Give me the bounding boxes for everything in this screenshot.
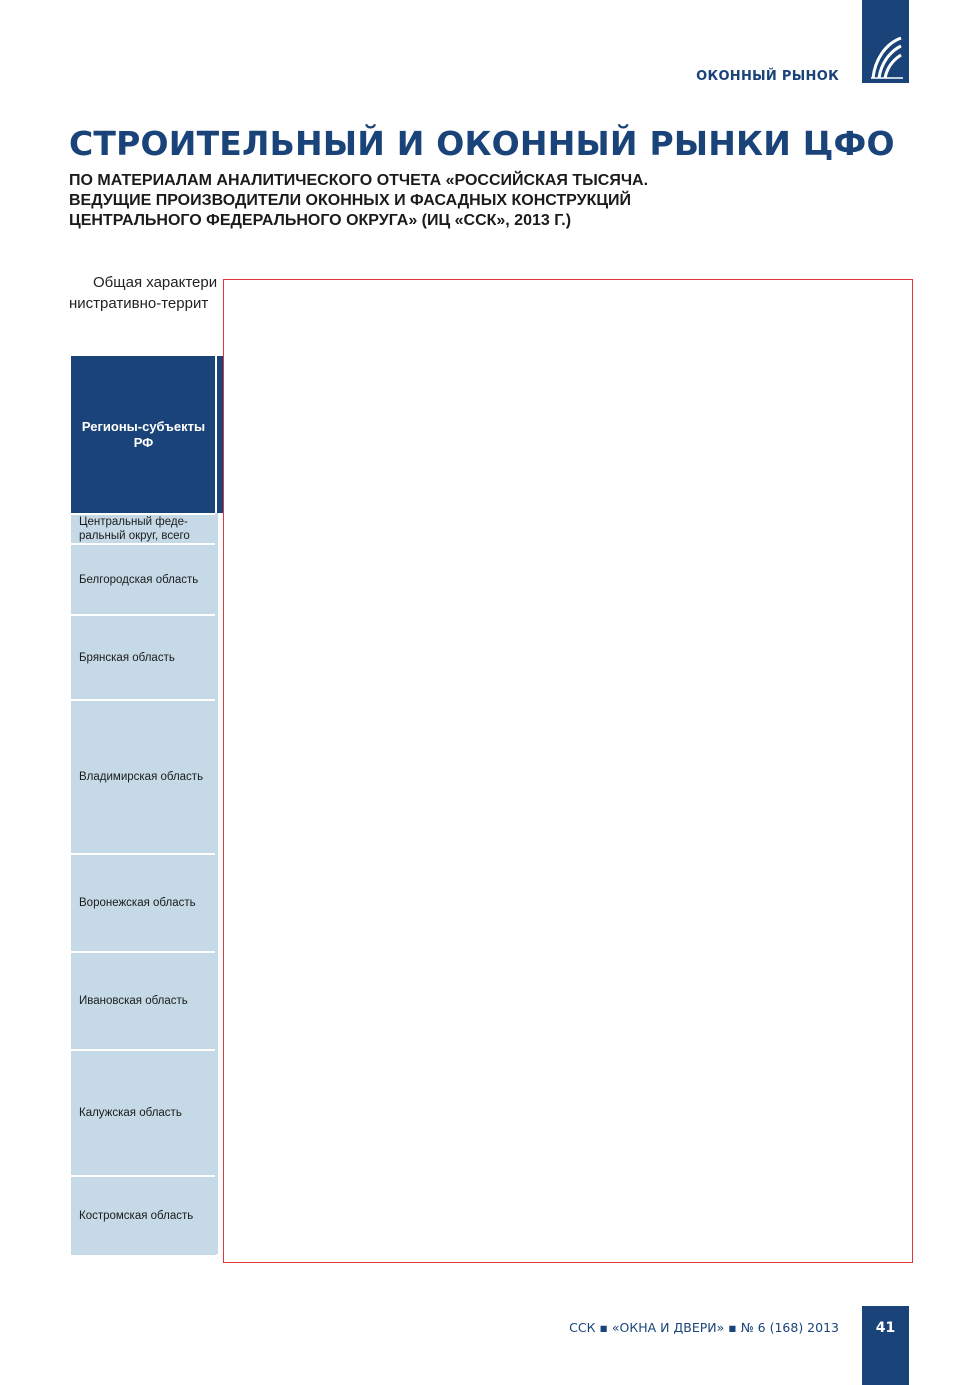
subtitle-line: ВЕДУЩИЕ ПРОИЗВОДИТЕЛИ ОКОННЫХ И ФАСАДНЫХ КОНСТРУКЦИЙ bbox=[69, 192, 632, 209]
table-header-label: Регионы-субъекты РФ bbox=[81, 418, 206, 450]
table-row-label: Воронежская область bbox=[79, 897, 196, 909]
intro-line: Общая характери bbox=[93, 274, 218, 291]
article-subtitle bbox=[69, 171, 769, 231]
regions-table bbox=[71, 356, 216, 1255]
table-row-label: Владимирская область bbox=[79, 771, 204, 783]
table-row-kaluga bbox=[71, 1049, 216, 1175]
table-row-vladimir bbox=[71, 699, 216, 853]
subtitle-line: ЦЕНТРАЛЬНОГО ФЕДЕРАЛЬНОГО ОКРУГА» (ИЦ «ССК», 2013 Г.) bbox=[69, 212, 572, 229]
table-row-label: Белгородская область bbox=[79, 573, 199, 586]
article-title: СТРОИТЕЛЬНЫЙ И ОКОННЫЙ РЫНКИ ЦФО bbox=[69, 124, 895, 163]
table-row-kostroma bbox=[71, 1175, 216, 1255]
table-header-regions bbox=[71, 356, 216, 513]
table-row-belgorod bbox=[71, 543, 216, 614]
table-row-cfo-total bbox=[71, 513, 216, 543]
table-row-label: Центральный феде-ральный округ, всего bbox=[79, 516, 190, 542]
header-logo-tab bbox=[862, 0, 909, 83]
section-label: ОКОННЫЙ РЫНОК bbox=[696, 69, 839, 84]
intro-line: нистративно-террит bbox=[69, 295, 209, 312]
footer-publication: ССК ▪ «ОКНА И ДВЕРИ» ▪ № 6 (168) 2013 bbox=[569, 1320, 839, 1335]
page-number: 41 bbox=[862, 1306, 909, 1385]
table-row-label: Брянская область bbox=[79, 651, 175, 664]
table-row-label: Калужская область bbox=[79, 1107, 182, 1119]
subtitle-line: ПО МАТЕРИАЛАМ АНАЛИТИЧЕСКОГО ОТЧЕТА «РОССИЙСКАЯ ТЫСЯЧА. bbox=[69, 172, 649, 189]
redacted-overlay-box bbox=[223, 279, 913, 1263]
table-row-bryansk bbox=[71, 614, 216, 699]
table-row-label: Ивановская область bbox=[79, 995, 188, 1007]
table-row-label: Костромская область bbox=[79, 1210, 194, 1222]
table-row-voronezh bbox=[71, 853, 216, 951]
company-logo-icon bbox=[869, 34, 903, 80]
table-row-ivanovo bbox=[71, 951, 216, 1049]
